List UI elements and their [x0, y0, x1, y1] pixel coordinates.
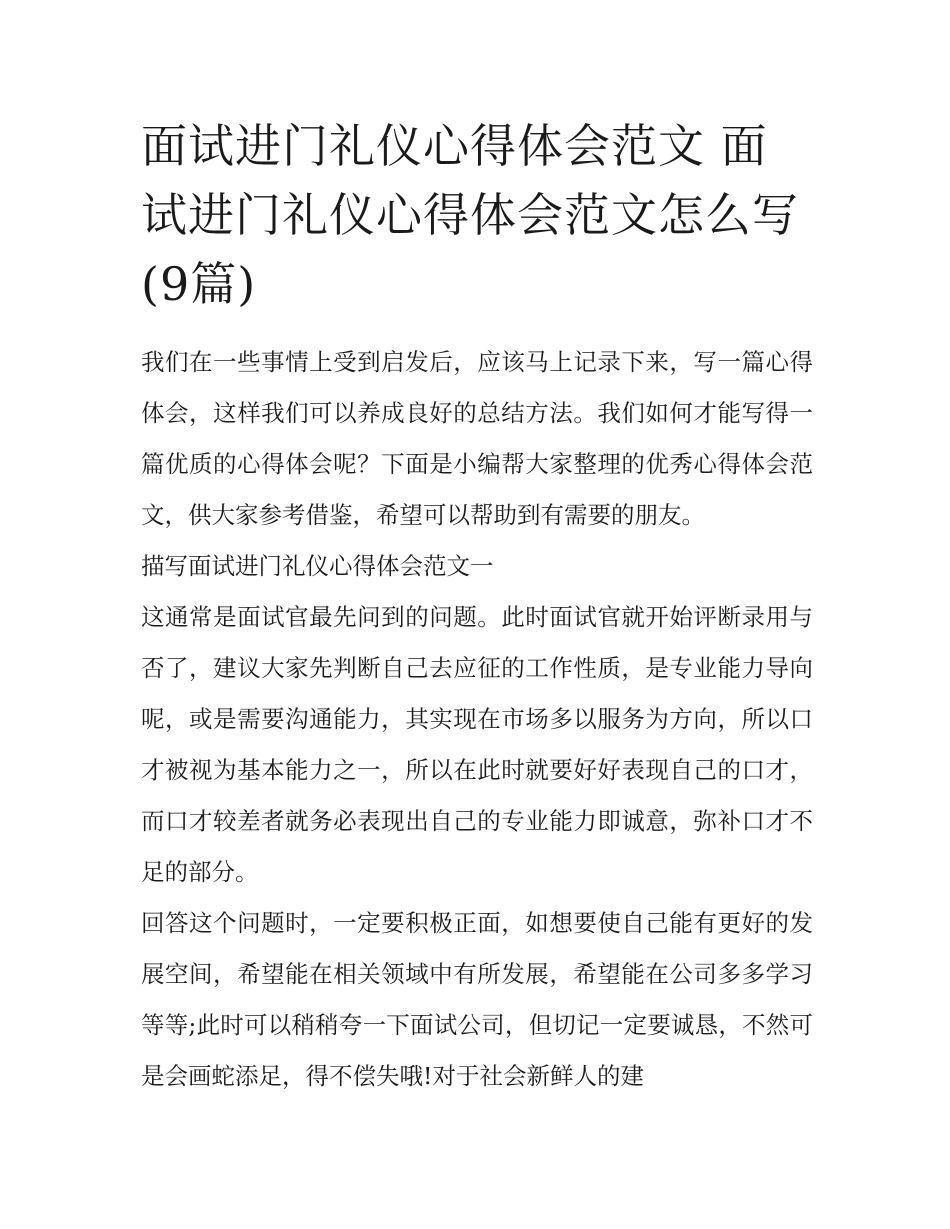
document-title: 面试进门礼仪心得体会范文 面试进门礼仪心得体会范文怎么写(9篇) [141, 119, 799, 311]
intro-paragraph: 我们在一些事情上受到启发后，应该马上记录下来，写一篇心得体会，这样我们可以养成良好的总结方法。我们如何才能写得一篇优质的心得体会呢？下面是小编帮大家整理的优秀心得体会范文，供大家参考借鉴，希望可以帮助到有需要的朋友。 [141, 348, 813, 529]
section-heading: 描写面试进门礼仪心得体会范文一 [141, 552, 494, 580]
document-page [141, 112, 813, 1102]
body-paragraph: 回答这个问题时，一定要积极正面，如想要使自己能有更好的发展空间，希望能在相关领域中有所发展，希望能在公司多多学习等等;此时可以稍稍夸一下面试公司，但切记一定要诚恳，不然可是会画蛇添足，得不偿失哦!对于社会新鲜人的建 [141, 909, 813, 1090]
body-paragraph: 这通常是面试官最先问到的问题。此时面试官就开始评断录用与否了，建议大家先判断自己去应征的工作性质，是专业能力导向呢，或是需要沟通能力，其实现在市场多以服务为方向，所以口才被视为基本能力之一，所以在此时就要好好表现自己的口才，而口才较差者就务必表现出自己的专业能力即诚意，弥补口才不足的部分。 [141, 603, 813, 886]
